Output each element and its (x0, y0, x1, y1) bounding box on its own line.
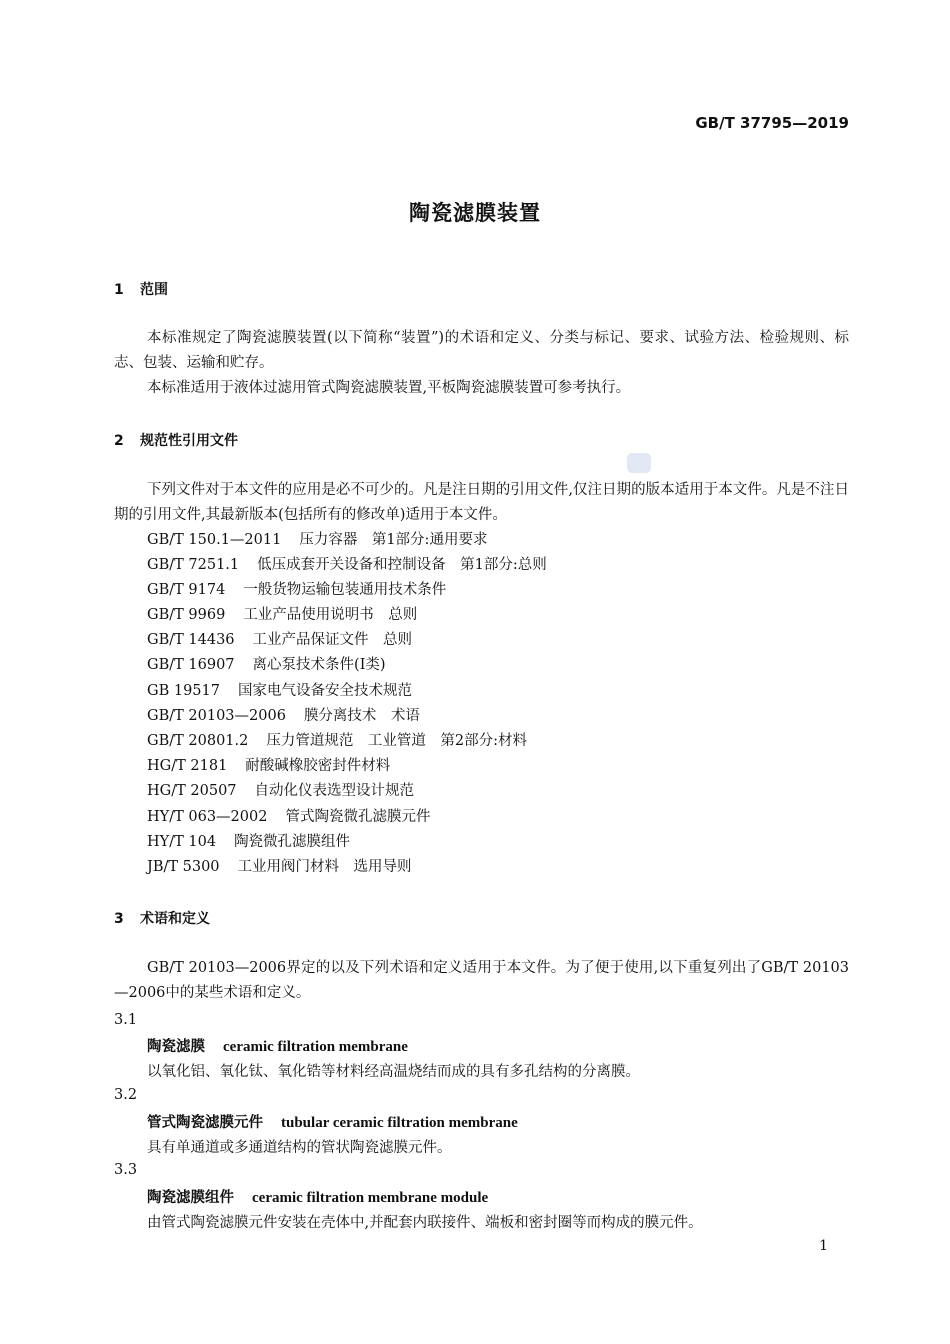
reference-item (147, 628, 412, 653)
reference-item (147, 578, 446, 603)
reference-item (147, 603, 417, 628)
section-2-paragraph-1: 下列文件对于本文件的应用是必不可少的。凡是注日期的引用文件,仅注日期的版本适用于本文件。凡是不注日期的引用文件,其最新版本(包括所有的修改单)适用于本文件。 (114, 482, 849, 523)
reference-item (147, 754, 390, 779)
reference-code: GB/T 9174 (147, 582, 226, 598)
reference-code: GB/T 14436 (147, 632, 235, 648)
reference-code: JB/T 5300 (147, 859, 220, 875)
section-3-paragraph-1: GB/T 20103—2006界定的以及下列术语和定义适用于本文件。为了便于使用,以下重复列出了GB/T 20103—2006中的某些术语和定义。 (114, 960, 849, 1001)
reference-code: GB/T 20103—2006 (147, 708, 286, 724)
section-1-paragraph-1: 本标准规定了陶瓷滤膜装置(以下简称“装置”)的术语和定义、分类与标记、要求、试验方法、检验规则、标志、包装、运输和贮存。 (114, 330, 849, 371)
section-title: 术语和定义 (140, 911, 210, 927)
section-title: 规范性引用文件 (140, 433, 238, 449)
reference-title: 国家电气设备安全技术规范 (237, 683, 412, 699)
page-number: 1 (819, 1238, 828, 1254)
term-zh: 管式陶瓷滤膜元件 (147, 1115, 263, 1131)
term-entry (147, 1035, 408, 1056)
term-clause-number: 3.2 (114, 1087, 138, 1103)
reference-code: GB/T 9969 (147, 607, 226, 623)
reference-title: 陶瓷微孔滤膜组件 (234, 834, 351, 850)
section-1-heading (114, 279, 168, 299)
term-clause-number: 3.1 (114, 1012, 138, 1028)
reference-title: 工业产品使用说明书 总则 (243, 607, 418, 623)
reference-item (147, 729, 527, 754)
reference-title: 工业产品保证文件 总则 (252, 632, 413, 648)
reference-title: 低压成套开关设备和控制设备 第1部分:总则 (257, 557, 547, 573)
reference-code: HY/T 104 (147, 834, 217, 850)
term-en: tubular ceramic filtration membrane (281, 1115, 518, 1131)
reference-title: 管式陶瓷微孔滤膜元件 (285, 809, 431, 825)
reference-item (147, 855, 412, 880)
term-entry (147, 1111, 518, 1132)
term-definition: 由管式陶瓷滤膜元件安装在壳体中,并配套内联接件、端板和密封圈等而构成的膜元件。 (147, 1215, 703, 1231)
reference-title: 压力管道规范 工业管道 第2部分:材料 (266, 733, 527, 749)
reference-item (147, 553, 547, 578)
watermark-stamp (627, 453, 651, 473)
reference-item (147, 805, 430, 830)
term-definition: 以氧化铝、氧化钛、氧化锆等材料经高温烧结而成的具有多孔结构的分离膜。 (147, 1064, 640, 1080)
section-title: 范围 (140, 282, 168, 298)
reference-code: GB/T 150.1—2011 (147, 532, 282, 548)
section-number: 3 (114, 911, 124, 927)
reference-code: HY/T 063—2002 (147, 809, 268, 825)
reference-title: 自动化仪表选型设计规范 (254, 783, 415, 799)
reference-code: GB/T 7251.1 (147, 557, 240, 573)
reference-title: 离心泵技术条件(Ⅰ类) (252, 657, 386, 673)
reference-item (147, 779, 414, 804)
term-entry (147, 1186, 488, 1207)
reference-code: GB/T 20801.2 (147, 733, 249, 749)
reference-title: 压力容器 第1部分:通用要求 (299, 532, 488, 548)
term-zh: 陶瓷滤膜组件 (147, 1190, 234, 1206)
reference-item (147, 830, 350, 855)
term-clause-number: 3.3 (114, 1162, 138, 1178)
reference-item (147, 679, 412, 704)
reference-code: GB/T 16907 (147, 657, 235, 673)
section-number: 1 (114, 282, 124, 298)
reference-code: HG/T 2181 (147, 758, 228, 774)
reference-title: 膜分离技术 术语 (303, 708, 420, 724)
standard-code: GB/T 37795—2019 (695, 114, 849, 132)
term-en: ceramic filtration membrane module (252, 1190, 489, 1206)
reference-title: 工业用阀门材料 选用导则 (237, 859, 412, 875)
term-en: ceramic filtration membrane (223, 1039, 408, 1055)
reference-item (147, 653, 386, 678)
term-zh: 陶瓷滤膜 (147, 1039, 205, 1055)
section-2-heading (114, 430, 238, 450)
document-title: 陶瓷滤膜装置 (409, 201, 541, 225)
term-definition: 具有单通道或多通道结构的管状陶瓷滤膜元件。 (147, 1140, 452, 1156)
reference-code: GB 19517 (147, 683, 220, 699)
reference-item (147, 528, 487, 553)
reference-item (147, 704, 420, 729)
section-number: 2 (114, 433, 124, 449)
reference-title: 一般货物运输包装通用技术条件 (243, 582, 447, 598)
section-1-paragraph-2: 本标准适用于液体过滤用管式陶瓷滤膜装置,平板陶瓷滤膜装置可参考执行。 (147, 380, 631, 396)
reference-code: HG/T 20507 (147, 783, 237, 799)
section-3-heading (114, 908, 210, 928)
reference-title: 耐酸碱橡胶密封件材料 (245, 758, 391, 774)
